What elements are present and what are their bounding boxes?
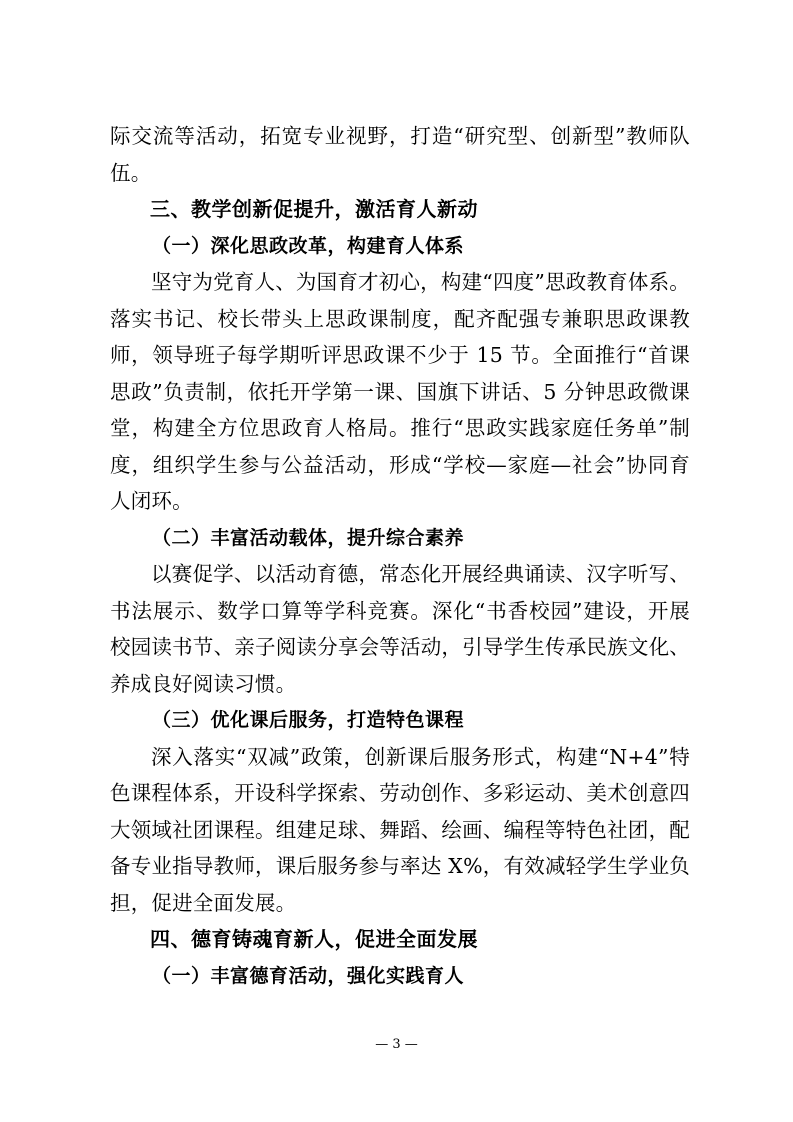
page-number: — 3 — xyxy=(375,1037,418,1052)
subsection-heading: （三）优化课后服务，打造特色课程 xyxy=(152,709,465,731)
document-body xyxy=(110,118,690,994)
paragraph: 坚守为党育人、为国育才初心，构建“四度”思政教育体系。落实书记、校长带头上思政课制度，配齐配强专兼职思政课教师，领导班子每学期听评思政课不少于 15 节。全面推行“首课思政”负责制，依托开学第一课、国旗下讲话、5 分钟思政微课堂，构建全方位思政育人格局。推行“思政实践家庭任务单”制度，组织学生参与公益活动，形成“学校—家庭—社会”协同育人闭环。 xyxy=(110,270,690,513)
section-heading: 三、教学创新促提升，激活育人新动 xyxy=(150,197,478,221)
subsection-heading: （一）深化思政改革，构建育人体系 xyxy=(152,234,465,257)
paragraph: 以赛促学、以活动育德，常态化开展经典诵读、汉字听写、书法展示、数学口算等学科竞赛。深化“书香校园”建设，开展校园读书节、亲子阅读分享会等活动，引导学生传承民族文化、养成良好阅读习惯。 xyxy=(110,562,690,696)
section-heading: 四、德育铸魂育新人，促进全面发展 xyxy=(150,927,478,951)
paragraph: 深入落实“双减”政策，创新课后服务形式，构建“N+4”特色课程体系，开设科学探索、劳动创作、多彩运动、美术创意四大领域社团课程。组建足球、舞蹈、绘画、编程等特色社团，配备专业指导教师，课后服务参与率达 X%，有效减轻学生学业负担，促进全面发展。 xyxy=(110,744,690,915)
subsection-heading: （一）丰富德育活动，强化实践育人 xyxy=(152,964,465,987)
subsection-heading: （二）丰富活动载体，提升综合素养 xyxy=(152,526,465,549)
paragraph: 际交流等活动，拓宽专业视野，打造“研究型、创新型”教师队伍。 xyxy=(110,124,690,185)
